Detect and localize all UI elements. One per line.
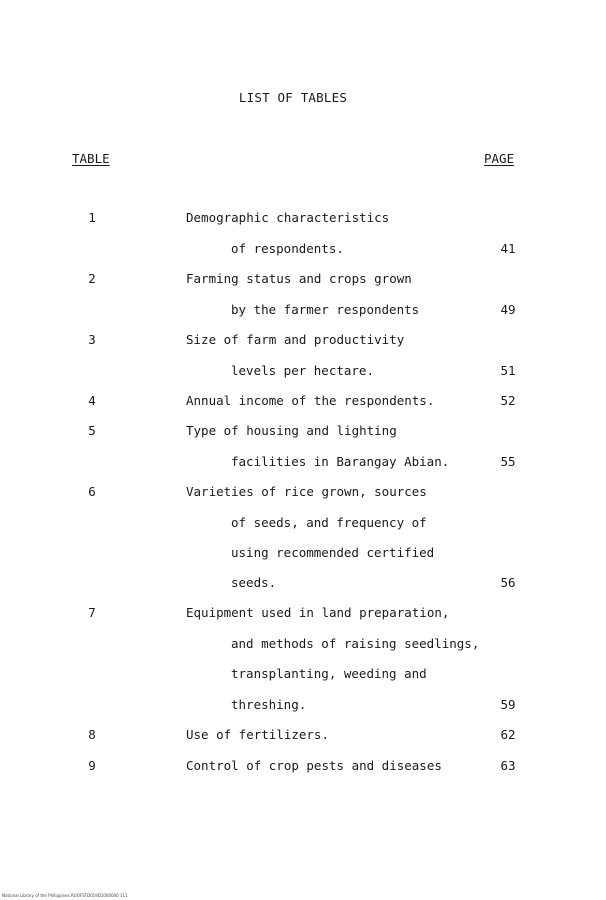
- table-caption: Annual income of the respondents.: [186, 393, 435, 408]
- page-number: 56: [500, 575, 516, 590]
- page-number: 41: [500, 241, 516, 256]
- table-number: 1: [88, 210, 96, 225]
- table-number: 5: [88, 423, 96, 438]
- list-item: [0, 302, 606, 322]
- list-item: [0, 727, 606, 747]
- page-number: 62: [500, 727, 516, 742]
- table-caption: of seeds, and frequency of: [231, 515, 427, 530]
- table-caption: seeds.: [231, 575, 277, 590]
- list-item: [0, 545, 606, 565]
- table-caption: Varieties of rice grown, sources: [186, 484, 427, 499]
- list-item: [0, 454, 606, 474]
- page-column-header: PAGE: [484, 151, 515, 166]
- page-number: 49: [500, 302, 516, 317]
- list-item: [0, 666, 606, 686]
- page-number: 52: [500, 393, 516, 408]
- table-number: 8: [88, 727, 96, 742]
- list-item: [0, 515, 606, 535]
- list-item: [0, 423, 606, 443]
- table-caption: Size of farm and productivity: [186, 332, 405, 347]
- list-item: [0, 210, 606, 230]
- page-title: LIST OF TABLES: [238, 90, 348, 105]
- table-caption: and methods of raising seedlings,: [231, 636, 480, 651]
- table-caption: Use of fertilizers.: [186, 727, 329, 742]
- scan-footer: National Library of the Philippines RUOFSTD019D1000000 111: [2, 893, 128, 898]
- table-caption: Type of housing and lighting: [186, 423, 397, 438]
- page-number: 51: [500, 363, 516, 378]
- table-caption: threshing.: [231, 697, 307, 712]
- table-column-header: TABLE: [72, 151, 110, 166]
- table-caption: transplanting, weeding and: [231, 666, 427, 681]
- table-number: 7: [88, 605, 96, 620]
- list-item: [0, 697, 606, 717]
- table-caption: Control of crop pests and diseases: [186, 758, 442, 773]
- page-number: 55: [500, 454, 516, 469]
- table-caption: by the farmer respondents: [231, 302, 420, 317]
- list-item: [0, 241, 606, 261]
- list-item: [0, 271, 606, 291]
- table-number: 6: [88, 484, 96, 499]
- table-caption: Farming status and crops grown: [186, 271, 412, 286]
- list-item: [0, 605, 606, 625]
- list-item: [0, 332, 606, 352]
- table-caption: Equipment used in land preparation,: [186, 605, 450, 620]
- table-caption: levels per hectare.: [231, 363, 374, 378]
- page-number: 63: [500, 758, 516, 773]
- list-item: [0, 363, 606, 383]
- table-caption: using recommended certified: [231, 545, 435, 560]
- list-item: [0, 575, 606, 595]
- table-caption: facilities in Barangay Abian.: [231, 454, 450, 469]
- table-number: 3: [88, 332, 96, 347]
- table-caption: of respondents.: [231, 241, 344, 256]
- list-item: [0, 393, 606, 413]
- table-caption: Demographic characteristics: [186, 210, 390, 225]
- table-number: 2: [88, 271, 96, 286]
- list-item: [0, 484, 606, 504]
- table-number: 9: [88, 758, 96, 773]
- list-item: [0, 758, 606, 778]
- table-number: 4: [88, 393, 96, 408]
- list-item: [0, 636, 606, 656]
- page-number: 59: [500, 697, 516, 712]
